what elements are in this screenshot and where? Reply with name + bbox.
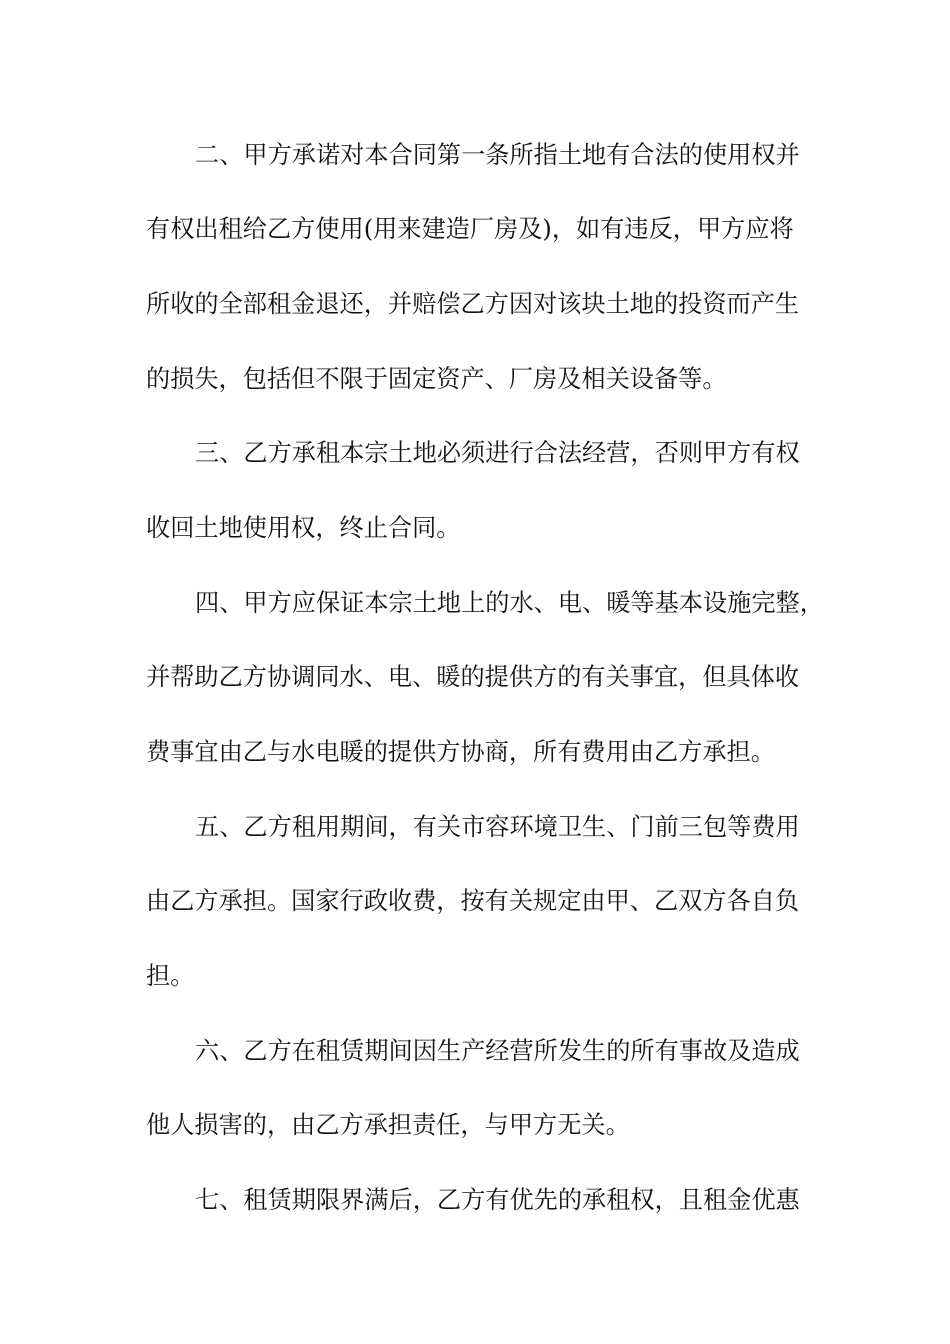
text-line: 五、乙方租用期间，有关市容环境卫生、门前三包等费用 — [195, 813, 800, 841]
text-line: 担。 — [146, 962, 195, 990]
text-line: 有权出租给乙方使用(用来建造厂房及)，如有违反，甲方应将 — [146, 215, 794, 243]
text-line: 他人损害的，由乙方承担责任，与甲方无关。 — [146, 1111, 630, 1139]
text-line: 的损失，包括但不限于固定资产、厂房及相关设备等。 — [146, 365, 727, 393]
text-line: 所收的全部租金退还，并赔偿乙方因对该块土地的投资而产生 — [146, 290, 800, 318]
text-line: 三、乙方承租本宗土地必须进行合法经营，否则甲方有权 — [195, 439, 800, 467]
text-line: 收回土地使用权，终止合同。 — [146, 514, 461, 542]
text-line: 七、租赁期限界满后，乙方有优先的承租权，且租金优惠 — [195, 1186, 800, 1214]
text-line: 费事宜由乙与水电暖的提供方协商，所有费用由乙方承担。 — [146, 738, 775, 766]
text-line: 六、乙方在租赁期间因生产经营所发生的所有事故及造成 — [195, 1037, 800, 1065]
text-line: 二、甲方承诺对本合同第一条所指土地有合法的使用权并 — [195, 141, 800, 169]
text-line: 并帮助乙方协调同水、电、暖的提供方的有关事宜，但具体收 — [146, 663, 800, 691]
text-line: 四、甲方应保证本宗土地上的水、电、暖等基本设施完整， — [195, 589, 824, 617]
text-line: 由乙方承担。国家行政收费，按有关规定由甲、乙双方各自负 — [146, 887, 800, 915]
